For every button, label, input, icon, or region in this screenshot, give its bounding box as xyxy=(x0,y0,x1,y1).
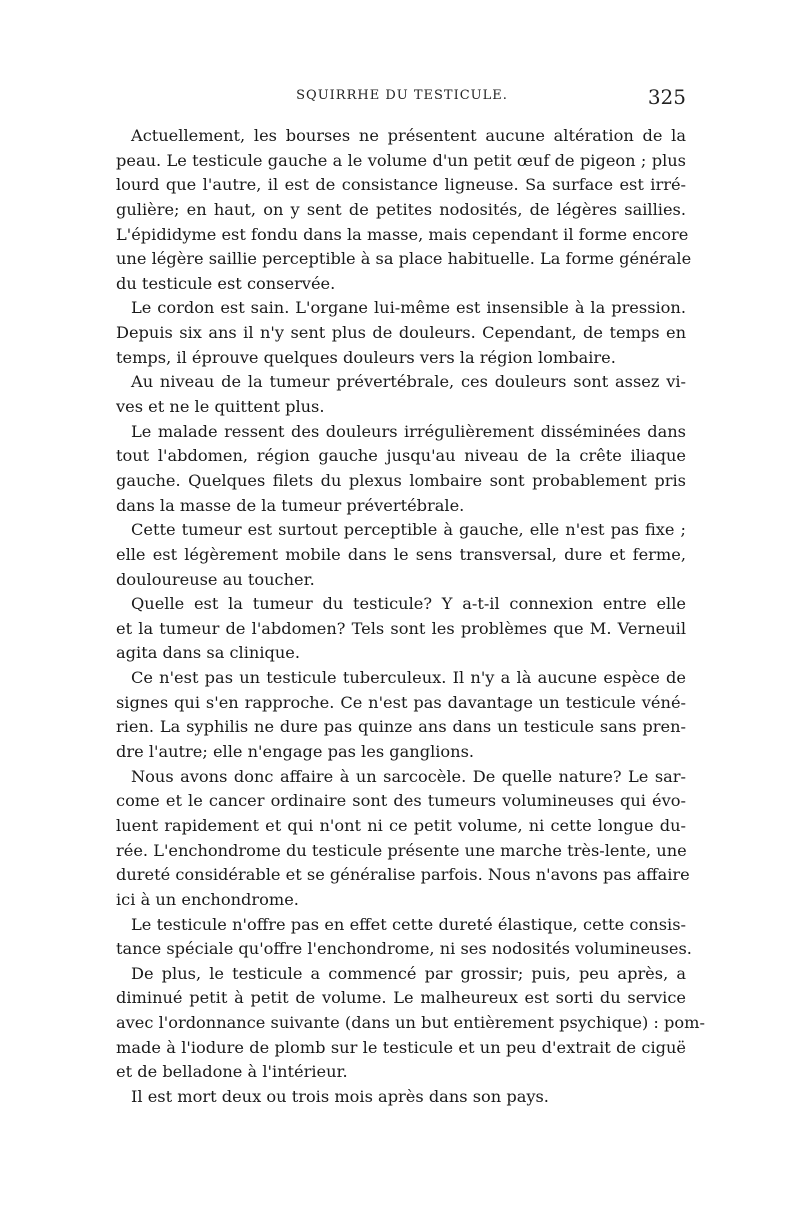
text-line: Cette tumeur est surtout perceptible à gauche, elle n'est pas fixe ; xyxy=(131,520,686,540)
text-line: dans la masse de la tumeur prévertébrale. xyxy=(116,495,465,515)
text-line: rée. L'enchondrome du testicule présente une marche très-lente, une xyxy=(116,840,687,860)
text-line: Ce n'est pas un testicule tuberculeux. Il n'y a là aucune espèce de xyxy=(131,668,686,688)
text-line: Depuis six ans il n'y sent plus de douleurs. Cependant, de temps en xyxy=(116,323,686,343)
text-line: Le cordon est sain. L'organe lui-même est insensible à la pression. xyxy=(131,298,686,318)
text-line: temps, il éprouve quelques douleurs vers la région lombaire. xyxy=(116,347,616,367)
paragraph xyxy=(116,1085,686,1110)
paragraph xyxy=(116,124,692,296)
running-title: SQUIRRHE DU TESTICULE. xyxy=(296,88,508,103)
paragraph xyxy=(116,913,692,962)
text-line: De plus, le testicule a commencé par grossir; puis, peu après, a xyxy=(131,963,686,983)
text-line: Quelle est la tumeur du testicule? Y a-t-il connexion entre elle xyxy=(131,594,686,614)
text-line: Le malade ressent des douleurs irrégulièrement disséminées dans xyxy=(131,421,686,441)
text-line: lourd que l'autre, il est de consistance ligneuse. Sa surface est irré- xyxy=(116,175,686,195)
text-line: dre l'autre; elle n'engage pas les ganglions. xyxy=(116,742,475,762)
text-line: tance spéciale qu'offre l'enchondrome, ni ses nodosités volumineuses. xyxy=(116,939,692,959)
paragraph xyxy=(116,518,686,592)
text-line: made à l'iodure de plomb sur le testicule et un peu d'extrait de ciguë xyxy=(116,1037,686,1057)
running-head xyxy=(118,85,686,112)
text-line: gauche. Quelques filets du plexus lombaire sont probablement pris xyxy=(116,470,686,490)
text-line: une légère saillie perceptible à sa place habituelle. La forme générale xyxy=(116,249,692,269)
text-line: Le testicule n'offre pas en effet cette dureté élastique, cette consis- xyxy=(131,914,686,934)
paragraph xyxy=(116,962,705,1085)
text-line: Nous avons donc affaire à un sarcocèle. De quelle nature? Le sar- xyxy=(131,766,686,786)
page-number: 325 xyxy=(647,85,686,109)
text-line: Actuellement, les bourses ne présentent aucune altération de la xyxy=(131,126,686,145)
paragraph xyxy=(116,666,686,765)
text-line: luent rapidement et qui n'ont ni ce petit volume, ni cette longue du- xyxy=(116,815,686,835)
text-line: diminué petit à petit de volume. Le malheureux est sorti du service xyxy=(116,988,686,1008)
paragraph xyxy=(116,765,690,913)
text-line: elle est légèrement mobile dans le sens transversal, dure et ferme, xyxy=(116,544,686,564)
paragraph xyxy=(116,296,686,370)
text-line: gulière; en haut, on y sent de petites nodosités, de légères saillies. xyxy=(116,199,686,219)
text-line: douloureuse au toucher. xyxy=(116,569,315,589)
text-line: Au niveau de la tumeur prévertébrale, ces douleurs sont assez vi- xyxy=(131,372,686,392)
paragraph xyxy=(116,370,686,419)
paragraph xyxy=(116,592,686,666)
text-line: agita dans sa clinique. xyxy=(116,643,301,663)
text-line: signes qui s'en rapproche. Ce n'est pas davantage un testicule véné- xyxy=(116,692,686,712)
text-line: ici à un enchondrome. xyxy=(116,889,299,909)
text-line: avec l'ordonnance suivante (dans un but entièrement psychique) : pom- xyxy=(116,1013,705,1033)
text-line: come et le cancer ordinaire sont des tumeurs volumineuses qui évo- xyxy=(116,791,686,811)
text-line: ves et ne le quittent plus. xyxy=(116,397,325,417)
text-line: peau. Le testicule gauche a le volume d'un petit œuf de pigeon ; plus xyxy=(116,150,686,170)
body-text xyxy=(116,124,705,1110)
text-line: et la tumeur de l'abdomen? Tels sont les problèmes que M. Verneuil xyxy=(116,618,686,638)
text-line: rien. La syphilis ne dure pas quinze ans dans un testicule sans pren- xyxy=(116,717,686,737)
text-line: du testicule est conservée. xyxy=(116,273,336,293)
text-line: Il est mort deux ou trois mois après dans son pays. xyxy=(131,1086,549,1106)
text-line: dureté considérable et se généralise parfois. Nous n'avons pas affaire xyxy=(116,865,690,885)
text-line: L'épididyme est fondu dans la masse, mais cependant il forme encore xyxy=(116,224,689,244)
paragraph xyxy=(116,420,686,519)
text-line: tout l'abdomen, région gauche jusqu'au niveau de la crête iliaque xyxy=(116,446,686,466)
text-line: et de belladone à l'intérieur. xyxy=(116,1062,348,1082)
